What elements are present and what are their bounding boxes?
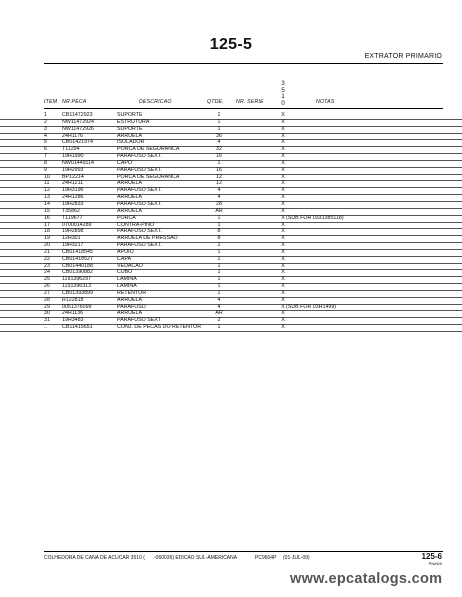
- row-description: PARAFUSO SEXT.: [117, 228, 162, 235]
- row-serial-mark: X: [281, 276, 285, 283]
- row-part-number: NW11472926: [62, 125, 94, 132]
- row-serial-mark: X: [281, 153, 285, 160]
- row-item: 13: [44, 194, 50, 201]
- row-part-number: 1191396313: [62, 283, 92, 290]
- row-serial-mark: X: [281, 248, 285, 255]
- row-serial-mark: X: [281, 159, 285, 166]
- page-sub-code: PN#6/9: [428, 561, 442, 566]
- row-serial-mark: X: [281, 303, 285, 310]
- footer-doc-code: PC9604P: [255, 555, 277, 561]
- row-item: 19: [44, 235, 50, 242]
- row-note: (SUB FOR 0331385118): [286, 214, 344, 221]
- row-part-number: 19H3217: [62, 242, 84, 249]
- row-description: SUPORTE: [117, 125, 143, 132]
- row-part-number: 24H1211: [62, 180, 84, 187]
- row-serial-mark: X: [281, 173, 285, 180]
- page-number: 125-6: [421, 552, 442, 561]
- row-serial-mark: X: [281, 207, 285, 214]
- row-part-number: 24H1136: [62, 310, 84, 317]
- row-serial-mark: X: [281, 310, 285, 317]
- row-item: 26: [44, 283, 50, 290]
- row-quantity: 2: [217, 317, 221, 324]
- row-serial-mark: X: [281, 139, 285, 146]
- row-description: PARAFUSO SEXT.: [117, 200, 162, 207]
- row-quantity: 1: [217, 112, 221, 118]
- row-item: 7: [44, 153, 47, 160]
- row-item: 9: [44, 166, 47, 173]
- row-note: (SUB FOR 03H1499): [286, 303, 337, 310]
- row-quantity: 1: [217, 276, 221, 283]
- row-item: 29: [44, 303, 50, 310]
- row-part-number: CB01418527: [62, 255, 93, 262]
- row-item: 24: [44, 269, 50, 276]
- row-serial-mark: X: [281, 324, 285, 331]
- row-part-number: 0051376099: [62, 303, 92, 310]
- row-item: 20: [44, 242, 50, 249]
- row-item: 14: [44, 200, 50, 207]
- row-part-number: T35862: [62, 207, 80, 214]
- row-part-number: 19H2898: [62, 228, 84, 235]
- row-serial-mark: X: [281, 228, 285, 235]
- page-title: 125-5: [209, 36, 253, 53]
- row-description: PORCA DE SEGURANCA: [117, 173, 180, 180]
- row-item: 5: [44, 139, 47, 146]
- row-quantity: 4: [217, 296, 221, 303]
- row-part-number: 19H2993: [62, 166, 84, 173]
- row-item: 1: [44, 112, 47, 118]
- row-description: PARAFUSO: [117, 303, 146, 310]
- row-quantity: 8: [217, 228, 221, 235]
- row-description: PARAFUSO SEXT: [117, 317, 162, 324]
- row-serial-mark: X: [281, 200, 285, 207]
- row-part-number: 0700014289: [62, 221, 92, 228]
- row-part-number: 19H1990: [62, 153, 84, 160]
- row-description: CONJ. DE PECAS DO RETENTOR: [117, 324, 202, 331]
- row-quantity: 1: [217, 269, 221, 276]
- row-quantity: 1: [217, 289, 221, 296]
- row-quantity: 1: [217, 221, 221, 228]
- row-part-number: 1191396297: [62, 276, 92, 283]
- row-description: ARRUELA: [117, 207, 143, 214]
- row-serial-mark: X: [281, 125, 285, 132]
- row-serial-mark: X: [281, 187, 285, 194]
- row-description: CAPO: [117, 159, 133, 166]
- row-quantity: 4: [217, 139, 221, 146]
- row-description: PARAFUSO SEXT.: [117, 166, 162, 173]
- row-description: ARRUELA: [117, 194, 143, 201]
- row-item: 28: [44, 296, 50, 303]
- row-item: 15: [44, 207, 50, 214]
- col-header-description: DESCRICAO: [139, 99, 172, 105]
- footer-date: (01-JUL-09): [283, 555, 310, 561]
- row-part-number: NW01449114: [62, 159, 94, 166]
- row-quantity: 2: [217, 242, 221, 249]
- footer-rule: [44, 551, 443, 552]
- row-part-number: 24H1286: [62, 194, 84, 201]
- row-serial-mark: X: [281, 317, 285, 324]
- row-item: ..: [44, 324, 47, 331]
- section-title: EXTRATOR PRIMARIO: [364, 53, 442, 60]
- row-serial-mark: X: [281, 262, 285, 269]
- row-serial-mark: X: [281, 289, 285, 296]
- header-rule: [44, 63, 443, 64]
- row-description: APOIO: [117, 248, 134, 255]
- table-row: [0, 325, 462, 332]
- row-description: ESTRUTURA: [117, 118, 150, 125]
- col-header-part: NR.PECA: [62, 99, 87, 105]
- row-quantity: 4: [217, 194, 221, 201]
- row-serial-mark: X: [281, 112, 285, 118]
- row-part-number: T119677: [62, 214, 83, 221]
- row-quantity: 4: [217, 187, 221, 194]
- row-quantity: AR: [215, 207, 223, 214]
- row-serial-mark: X: [281, 235, 285, 242]
- row-serial-mark: X: [281, 180, 285, 187]
- row-serial-mark: X: [281, 242, 285, 249]
- row-item: 21: [44, 248, 50, 255]
- serial-digit: 5: [281, 87, 285, 94]
- col-header-serial: NR. SERIE: [236, 99, 264, 105]
- row-description: ARRUELA: [117, 310, 143, 317]
- row-item: 2: [44, 118, 47, 125]
- row-part-number: T11294: [62, 146, 80, 153]
- row-part-number: CB01418545: [62, 248, 93, 255]
- row-part-number: BP12214: [62, 173, 84, 180]
- row-serial-mark: X: [281, 194, 285, 201]
- row-description: ARRUELA DE PRESSAO: [117, 235, 178, 242]
- row-description: PORCA DE SEGURANCA: [117, 146, 180, 153]
- row-quantity: 1: [217, 262, 221, 269]
- footer-serial-range: -060036) EDICAO SUL-AMERICANA: [154, 555, 238, 561]
- row-part-number: CB01421974: [62, 139, 93, 146]
- row-quantity: 1: [217, 248, 221, 255]
- row-item: 12: [44, 187, 50, 194]
- row-description: ARRUELA: [117, 132, 143, 139]
- row-item: 10: [44, 173, 50, 180]
- row-serial-mark: X: [281, 146, 285, 153]
- footer-machine: COLHEDORA DE CANA DE ACUCAR 3510 (: [44, 555, 145, 561]
- row-item: 27: [44, 289, 50, 296]
- row-item: 6: [44, 146, 47, 153]
- row-quantity: 8: [217, 235, 221, 242]
- row-description: CUBO: [117, 269, 133, 276]
- row-description: CONTRA-PINO: [117, 221, 155, 228]
- row-item: 23: [44, 262, 50, 269]
- row-item: 16: [44, 214, 50, 221]
- row-description: PARAFUSO SEXT.: [117, 242, 162, 249]
- serial-digit: 0: [281, 100, 285, 107]
- row-description: CAPA: [117, 255, 132, 262]
- row-part-number: CB01440188: [62, 262, 93, 269]
- col-header-item: ITEM: [44, 99, 58, 105]
- col-header-notes: NOTAS: [316, 99, 335, 105]
- row-part-number: CB01393899: [62, 289, 93, 296]
- watermark-link[interactable]: www.epcatalogs.com: [290, 571, 443, 587]
- row-item: 22: [44, 255, 50, 262]
- row-part-number: 19H2833: [62, 200, 84, 207]
- row-serial-mark: X: [281, 296, 285, 303]
- row-item: 25: [44, 276, 50, 283]
- parts-table: [0, 113, 462, 332]
- row-serial-mark: X: [281, 255, 285, 262]
- row-part-number: NW11472924: [62, 118, 94, 125]
- row-serial-mark: X: [281, 221, 285, 228]
- row-quantity: 1: [217, 118, 221, 125]
- row-part-number: 19H3483: [62, 317, 84, 324]
- col-header-qty: QTDE.: [207, 99, 224, 105]
- row-description: PARAFUSO SEXT.: [117, 187, 162, 194]
- row-part-number: CB01390882: [62, 269, 93, 276]
- table-header-rule: [44, 108, 443, 109]
- row-description: ARRUELA: [117, 180, 143, 187]
- row-description: ISOLADOR: [117, 139, 145, 146]
- row-serial-mark: X: [281, 132, 285, 139]
- row-description: PARAFUSO SEXT.: [117, 153, 162, 160]
- row-serial-mark: X: [281, 283, 285, 290]
- row-serial-mark: X: [281, 166, 285, 173]
- row-part-number: CB11415651: [62, 324, 93, 331]
- row-description: VEDACAO: [117, 262, 143, 269]
- row-quantity: 1: [217, 125, 221, 132]
- serial-column-digits: [279, 81, 287, 107]
- row-description: ARRUELA: [117, 296, 143, 303]
- row-quantity: AR: [215, 310, 223, 317]
- row-item: 31: [44, 317, 50, 324]
- row-item: 30: [44, 310, 50, 317]
- row-description: LAMINA: [117, 276, 137, 283]
- row-quantity: 1: [217, 255, 221, 262]
- row-quantity: 1: [217, 214, 221, 221]
- row-part-number: 24H1176: [62, 132, 84, 139]
- row-item: 11: [44, 180, 50, 187]
- row-quantity: 28: [216, 200, 222, 207]
- row-description: SUPORTE: [117, 112, 143, 118]
- row-serial-mark: X: [281, 118, 285, 125]
- row-item: 4: [44, 132, 47, 139]
- row-serial-mark: X: [281, 269, 285, 276]
- serial-digit: 3: [281, 81, 285, 87]
- row-part-number: 12H301: [62, 235, 81, 242]
- row-quantity: 1: [217, 324, 221, 331]
- row-part-number: R122818: [62, 296, 84, 303]
- row-quantity: 36: [216, 132, 222, 139]
- row-quantity: 12: [216, 173, 222, 180]
- row-serial-mark: X: [281, 214, 285, 221]
- row-quantity: 32: [216, 146, 222, 153]
- row-quantity: 12: [216, 180, 222, 187]
- row-description: RETENTOR: [117, 289, 147, 296]
- row-description: PORCA: [117, 214, 136, 221]
- row-item: 18: [44, 228, 50, 235]
- row-item: 3: [44, 125, 47, 132]
- row-description: LAMINA: [117, 283, 137, 290]
- serial-digit: 1: [281, 94, 285, 101]
- row-quantity: 4: [217, 303, 221, 310]
- row-item: 17: [44, 221, 50, 228]
- row-item: 8: [44, 159, 47, 166]
- row-part-number: 19H3196: [62, 187, 84, 194]
- row-quantity: 16: [216, 166, 222, 173]
- row-quantity: 16: [216, 153, 222, 160]
- row-quantity: 1: [217, 159, 221, 166]
- row-quantity: 1: [217, 283, 221, 290]
- row-part-number: CB1147292​3: [62, 112, 93, 118]
